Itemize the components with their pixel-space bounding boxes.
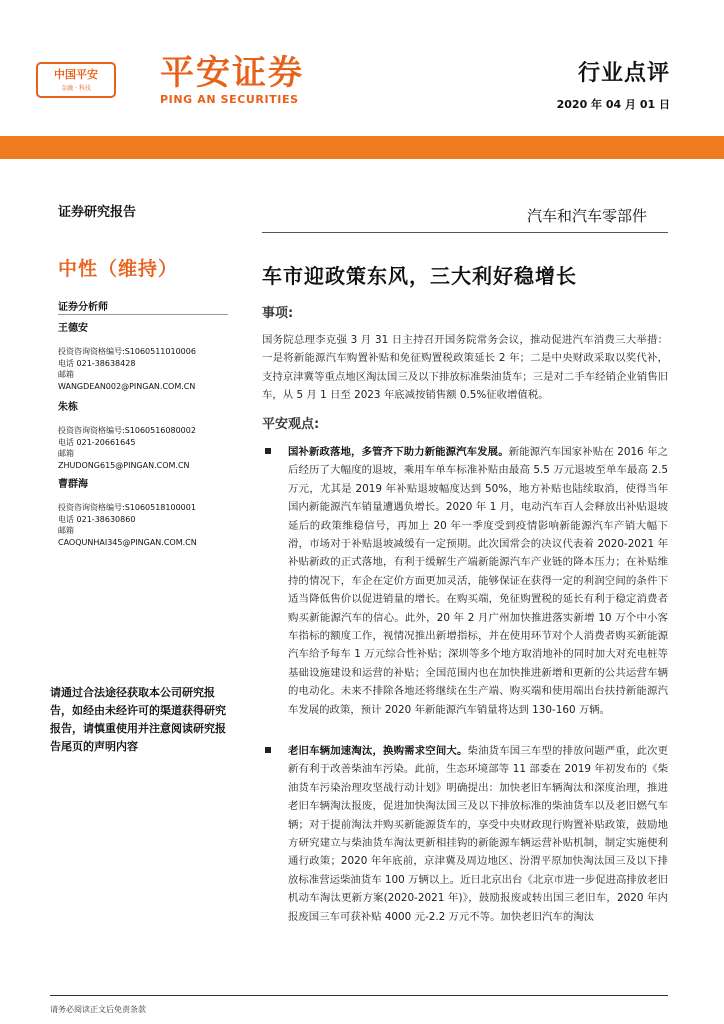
analyst-heading: 证券分析师	[58, 302, 108, 313]
analyst-email[interactable]: WANGDEAN002@PINGAN.COM.CN	[58, 381, 196, 391]
analyst-phone: 电话 021-38630860	[58, 514, 136, 524]
brand-name-cn: 平安证券	[160, 53, 304, 93]
event-heading: 事项:	[262, 306, 294, 321]
analyst-email[interactable]: ZHUDONG615@PINGAN.COM.CN	[58, 460, 190, 470]
analyst-card	[58, 401, 238, 471]
analyst-name: 王德安	[58, 323, 88, 334]
analyst-cert: 投资咨询资格编号:S1060518100001	[58, 503, 196, 512]
logo-text: 中国平安	[54, 68, 98, 81]
divider	[58, 314, 228, 315]
report-label: 证券研究报告	[58, 205, 137, 220]
analyst-cert: 投资咨询资格编号:S1060511010006	[58, 347, 196, 356]
report-title: 车市迎政策东风，三大利好稳增长	[262, 264, 577, 288]
header-band	[0, 136, 724, 159]
bullet-text	[288, 443, 668, 719]
analyst-card	[58, 478, 238, 548]
bullet-square-icon	[265, 448, 271, 454]
report-date: 2020 年 04 月 01 日	[556, 98, 670, 111]
bullet-text	[288, 742, 668, 926]
analyst-email-label: 邮箱	[58, 449, 74, 458]
analyst-card	[58, 322, 238, 392]
analyst-email-label: 邮箱	[58, 370, 74, 379]
bullet-body: 柴油货车国三车型的排放问题严重，此次更新有利于改善柴油车污染。此前，生态环境部等 11 部委在 2019 年初发布的《柴油货车污染治理攻坚战行动计划》明确提出：加快老旧车辆淘汰和深度治理，推进老旧车辆淘汰报废，促进加快淘汰国三及以下排放标准的柴油货车以及老旧燃气车辆；对于提前淘汰并购买新能源货车的，享受中央财政现行购置补贴政策，鼓励地方研究建立与柴油货车淘汰更新相挂钩的新能源车辆运营补贴机制，制定实施便利通行政策；2020 年年底前，京津冀及周边地区、汾渭平原加快淘汰国三及以下排放标准营运柴油货车 100 万辆以上。近日北京出台《北京市进一步促进高排放老旧机动车淘汰更新方案(2020-2021 年)》，鼓励报废或转出国三老旧车，2020 年内报废国三车可获补贴 4000 元-2.2 万元不等。加快老旧汽车的淘汰	[288, 745, 669, 923]
bullet-item	[262, 443, 668, 719]
bullet-lead: 老旧车辆加速淘汰，换购需求空间大。	[288, 745, 468, 757]
footer-note: 请务必阅读正文后免责条款	[50, 1005, 146, 1014]
bullet-lead: 国补新政落地，多管齐下助力新能源汽车发展。	[288, 446, 509, 458]
analyst-name: 朱栋	[58, 402, 78, 413]
analyst-email-label: 邮箱	[58, 526, 74, 535]
report-type: 行业点评	[577, 61, 670, 86]
sector-name: 汽车和汽车零部件	[527, 207, 648, 225]
divider	[262, 232, 668, 233]
logo-subtext: 金融 · 科技	[61, 85, 91, 92]
rating: 中性（维持）	[58, 258, 179, 280]
disclaimer-notice: 请通过合法途径获取本公司研究报告，如经由未经许可的渠道获得研究报告，请慎重使用并注意阅读研究报告尾页的声明内容	[50, 686, 226, 753]
analyst-name: 曹群海	[58, 479, 88, 490]
analyst-phone: 电话 021-38638428	[58, 358, 136, 368]
bullet-square-icon	[265, 747, 271, 753]
footer-divider	[50, 995, 668, 996]
pingan-group-logo	[36, 62, 116, 98]
analyst-email[interactable]: CAOQUNHAI345@PINGAN.COM.CN	[58, 537, 197, 547]
analyst-cert: 投资咨询资格编号:S1060516080002	[58, 426, 196, 435]
event-paragraph: 国务院总理李克强 3 月 31 日主持召开国务院常务会议，推动促进汽车消费三大举措：一是将新能源汽车购置补贴和免征购置税政策延长 2 年；二是中央财政采取以奖代补，支持京津冀等重点地区淘汰国三及以下排放标准柴油货车；三是对二手车经销企业销售旧车，从 5 月 1 日至 2023 年底减按销售额 0.5%征收增值税。	[262, 334, 668, 401]
analyst-phone: 电话 021-20661645	[58, 437, 136, 447]
view-heading: 平安观点:	[262, 417, 320, 432]
brand-name-en: PING AN SECURITIES	[160, 93, 299, 106]
bullet-body: 新能源汽车国家补贴在 2016 年之后经历了大幅度的退坡，乘用车单车标准补贴由最高 5.5 万元退坡至单车最高 2.5 万元，尤其是 2019 年补贴退坡幅度达到 50%，地方补贴也陆续取消，使得当年国内新能源汽车销量遭遇负增长。2020 年 1 月，电动汽车百人会释放出补贴退坡延后的政策维稳信号，再加上 20 年一季度受到疫情影响新能源汽车产销大幅下滑，市场对于补贴退坡减缓有一定预期。此次国常会的决议代表着 2020-2021 年补贴新政的正式落地，有利于缓解生产端新能源汽车产业链的降本压力；在补贴维持的情况下，车企在定价方面更加灵活，能够保证在获得一定的利润空间的条件下适当降低售价以促进销量的增长。在购买端，免征购置税的延长有利于稳定消费者购买新能源汽车的信心。此外，20 年 2 月广州加快推进落实新增 10 万个中小客车指标的额度工作，视情况推出新增指标，并在使用环节对个人消费者购买新能源汽车给予每车 1 万元综合性补贴；深圳等多个地方取消地补的同时加大对充电桩等基础设施建设和运营的补贴；全国范围内也在加快推进新增和更新的公共运营车辆的电动化。未来不排除各地还将继续在生产端、购买端和使用端出台扶持新能源汽车发展的政策，预计 2020 年新能源汽车销量将达到 130-160 万辆。	[288, 446, 668, 716]
bullet-item	[262, 742, 668, 926]
